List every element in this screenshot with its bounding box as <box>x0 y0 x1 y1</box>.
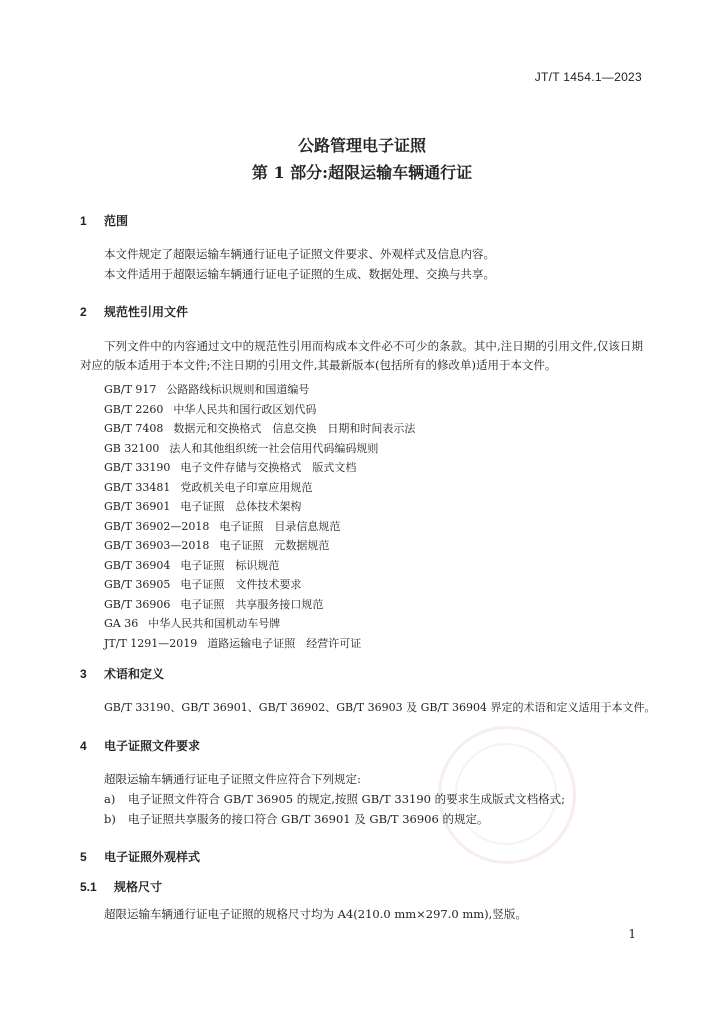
list-item <box>104 791 565 807</box>
reference-title: 电子文件存储与交换格式 版式文档 <box>180 461 357 474</box>
reference-title: 电子证照 目录信息规范 <box>219 519 341 533</box>
paragraph: GB/T 33190、GB/T 36901、GB/T 36902、GB/T 36903 及 GB/T 36904 界定的术语和定义适用于本文件。 <box>104 701 656 714</box>
reference-title: 中华人民共和国行政区划代码 <box>173 402 317 416</box>
list-marker: a) <box>104 792 116 806</box>
section-number: 5.1 <box>80 880 97 894</box>
reference-code: GB/T 7408 <box>104 422 164 435</box>
section-heading-4 <box>80 737 200 754</box>
reference-item <box>104 576 301 592</box>
section-title: 规格尺寸 <box>114 880 163 894</box>
reference-item <box>104 440 378 456</box>
paragraph: 超限运输车辆通行证电子证照文件应符合下列规定: <box>104 772 361 786</box>
reference-title: 电子证照 元数据规范 <box>219 539 330 552</box>
reference-title: 电子证照 文件技术要求 <box>180 578 302 591</box>
section-title: 电子证照文件要求 <box>104 739 201 753</box>
reference-code: GB/T 2260 <box>104 402 164 416</box>
section-heading-1 <box>80 212 128 229</box>
reference-code: GB 32100 <box>104 441 160 455</box>
paragraph: 本文件适用于超限运输车辆通行证电子证照的生成、数据处理、交换与共享。 <box>104 267 495 281</box>
section-number: 1 <box>80 214 87 228</box>
paragraph: 本文件规定了超限运输车辆通行证电子证照文件要求、外观样式及信息内容。 <box>104 247 495 261</box>
list-marker: b) <box>104 812 116 826</box>
reference-title: 公路路线标识规则和国道编号 <box>166 383 310 396</box>
reference-code: GB/T 33481 <box>104 480 171 494</box>
reference-code: GB/T 36905 <box>104 578 171 591</box>
section-title: 规范性引用文件 <box>104 305 189 319</box>
reference-title: 党政机关电子印章应用规范 <box>180 480 313 494</box>
section-title: 术语和定义 <box>104 667 165 681</box>
section-number: 5 <box>80 850 87 864</box>
section-heading-3 <box>80 665 164 682</box>
list-item <box>104 811 488 827</box>
reference-code: GB/T 36902—2018 <box>104 519 210 533</box>
document-title: 公路管理电子证照 <box>297 136 426 155</box>
reference-item <box>104 401 316 417</box>
page-number: 1 <box>628 927 636 941</box>
reference-title: 中华人民共和国机动车号牌 <box>148 617 281 630</box>
reference-item <box>104 420 415 436</box>
reference-code: GB/T 36906 <box>104 597 171 611</box>
reference-item <box>104 557 279 573</box>
section-heading-5 <box>80 848 200 865</box>
reference-code: JT/T 1291—2019 <box>104 636 198 650</box>
reference-item <box>104 537 329 553</box>
reference-title: 数据元和交换格式 信息交换 日期和时间表示法 <box>173 422 416 435</box>
reference-item <box>104 459 356 475</box>
reference-item <box>104 498 301 514</box>
section-number: 4 <box>80 739 87 753</box>
reference-code: GA 36 <box>104 617 139 630</box>
paragraph: 超限运输车辆通行证电子证照的规格尺寸均为 A4(210.0 mm×297.0 mm),竖版。 <box>104 907 527 921</box>
reference-title: 道路运输电子证照 经营许可证 <box>207 636 362 650</box>
reference-code: GB/T 36904 <box>104 558 171 572</box>
section-number: 2 <box>80 305 87 319</box>
reference-item <box>104 635 361 651</box>
section-title: 电子证照外观样式 <box>104 850 201 864</box>
list-item-text: 电子证照文件符合 GB/T 36905 的规定,按照 GB/T 33190 的要求生成版式文档格式; <box>128 792 565 806</box>
paragraph: 下列文件中的内容通过文中的规范性引用而构成本文件必不可少的条款。其中,注日期的引用文件,仅该日期对应的版本适用于本文件;不注日期的引用文件,其最新版本(包括所有的修改单)适用于本文件。 <box>80 339 643 372</box>
reference-title: 电子证照 总体技术架构 <box>180 500 302 513</box>
reference-title: 电子证照 标识规范 <box>180 558 280 572</box>
reference-code: GB/T 917 <box>104 383 157 396</box>
section-title: 范围 <box>104 214 129 228</box>
reference-title: 电子证照 共享服务接口规范 <box>180 597 324 611</box>
reference-item <box>104 518 340 534</box>
section-heading-2 <box>80 303 188 320</box>
list-item-text: 电子证照共享服务的接口符合 GB/T 36901 及 GB/T 36906 的规定。 <box>128 812 489 826</box>
reference-item <box>104 596 323 612</box>
reference-item <box>104 479 312 495</box>
standard-code: JT/T 1454.1—2023 <box>534 70 642 84</box>
subsection-heading-5-1 <box>80 878 162 895</box>
reference-code: GB/T 33190 <box>104 461 171 474</box>
reference-title: 法人和其他组织统一社会信用代码编码规则 <box>169 441 379 455</box>
reference-item <box>104 615 280 631</box>
section-number: 3 <box>80 667 87 681</box>
reference-code: GB/T 36903—2018 <box>104 539 210 552</box>
reference-code: GB/T 36901 <box>104 500 171 513</box>
reference-item <box>104 381 309 397</box>
document-subtitle: 第 1 部分:超限运输车辆通行证 <box>251 163 473 182</box>
